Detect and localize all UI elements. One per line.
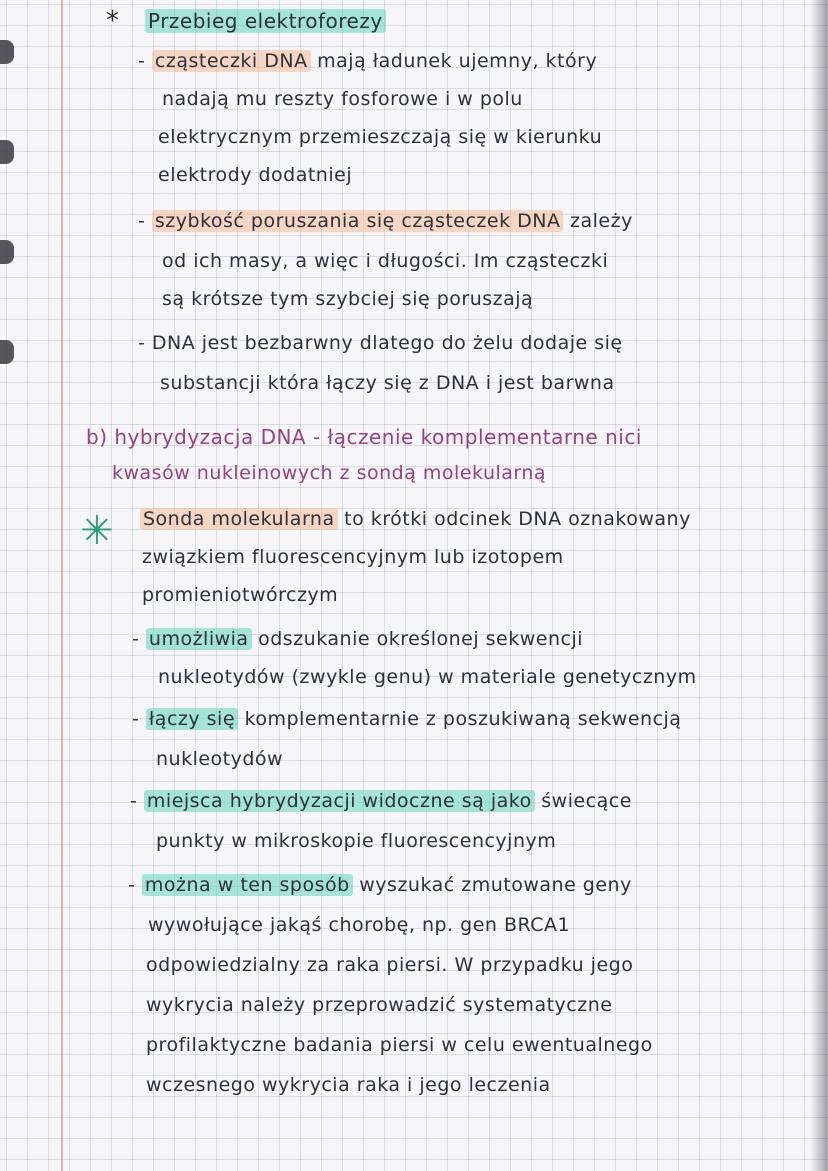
- binder-hole: [0, 140, 14, 164]
- dash-bullet: -: [128, 874, 142, 896]
- binder-hole: [0, 40, 14, 64]
- note-line: [146, 990, 612, 1020]
- star-bullet-icon: ✳: [80, 508, 114, 554]
- note-line: [140, 504, 691, 534]
- note-line: [142, 580, 338, 610]
- note-text: są krótsze tym szybciej się poruszają: [162, 288, 534, 310]
- note-text: promieniotwórczym: [142, 584, 339, 606]
- note-line: [156, 826, 556, 856]
- binder-hole: [0, 240, 14, 264]
- note-text: nukleotydów (zwykle genu) w materiale genetycznym: [158, 666, 697, 688]
- margin-line: [61, 0, 63, 1171]
- dash-bullet: -: [138, 210, 152, 232]
- note-text: elektrody dodatniej: [158, 164, 353, 186]
- note-line: [158, 122, 602, 152]
- note-text: nadają mu reszty fosforowe i w polu: [162, 88, 523, 110]
- note-line: [138, 46, 597, 76]
- highlighted-text: można w ten sposób: [142, 874, 353, 896]
- note-text: wykrycia należy przeprowadzić systematyczne: [146, 994, 613, 1016]
- note-line: [112, 458, 546, 488]
- note-line: [158, 662, 697, 692]
- note-line: [142, 542, 564, 572]
- note-text: wywołujące jakąś chorobę, np. gen BRCA1: [148, 914, 571, 936]
- note-line: [130, 786, 632, 816]
- highlighted-text: szybkość poruszania się cząsteczek DNA: [152, 210, 564, 232]
- dash-bullet: -: [130, 790, 144, 812]
- dash-bullet: -: [138, 50, 152, 72]
- note-line: [156, 744, 283, 774]
- note-text: od ich masy, a więc i długości. Im cząsteczki: [162, 250, 609, 272]
- note-text: mają ładunek ujemny, który: [310, 50, 598, 72]
- highlighted-text: Sonda molekularna: [140, 508, 338, 530]
- note-line: [132, 624, 583, 654]
- note-line: [162, 84, 523, 114]
- dash-bullet: -: [138, 332, 152, 354]
- note-text: b) hybrydyzacja DNA - łączenie komplementarne nici: [86, 425, 642, 449]
- note-line: [86, 422, 642, 452]
- note-text: odszukanie określonej sekwencji: [251, 628, 584, 650]
- highlighted-text: umożliwia: [146, 628, 252, 650]
- star-bullet-icon: *: [106, 6, 119, 36]
- note-text: zależy: [563, 210, 633, 232]
- note-text: związkiem fluorescencyjnym lub izotopem: [142, 546, 564, 568]
- highlighted-text: cząsteczki DNA: [152, 50, 311, 72]
- note-line: [138, 328, 623, 358]
- note-line: [132, 704, 681, 734]
- highlighted-text: Przebieg elektroforezy: [145, 9, 386, 33]
- dash-bullet: -: [132, 708, 146, 730]
- note-text: substancji która łączy się z DNA i jest barwna: [160, 372, 615, 394]
- note-text: elektrycznym przemieszczają się w kierunku: [158, 126, 603, 148]
- note-text: kwasów nukleinowych z sondą molekularną: [112, 462, 547, 484]
- note-line: [146, 1070, 551, 1100]
- note-line: [162, 246, 608, 276]
- note-line: [146, 950, 633, 980]
- note-line: [138, 206, 633, 236]
- dash-bullet: -: [132, 628, 146, 650]
- note-text: DNA jest bezbarwny dlatego do żelu dodaje się: [151, 332, 623, 354]
- note-text: profilaktyczne badania piersi w celu ewentualnego: [146, 1034, 653, 1056]
- note-text: komplementarnie z poszukiwaną sekwencją: [238, 708, 682, 730]
- highlighted-text: miejsca hybrydyzacji widoczne są jako: [144, 790, 535, 812]
- note-text: wyszukać zmutowane geny: [352, 874, 632, 896]
- note-line: [145, 6, 386, 36]
- note-text: punkty w mikroskopie fluorescencyjnym: [156, 830, 557, 852]
- note-text: to krótki odcinek DNA oznakowany: [337, 508, 691, 530]
- note-line: [148, 910, 570, 940]
- note-line: [158, 160, 352, 190]
- note-text: nukleotydów: [156, 748, 284, 770]
- note-line: [162, 284, 533, 314]
- note-text: wczesnego wykrycia raka i jego leczenia: [146, 1074, 551, 1096]
- note-line: [128, 870, 632, 900]
- binder-hole: [0, 340, 14, 364]
- note-line: [146, 1030, 653, 1060]
- note-line: [160, 368, 615, 398]
- note-text: świecące: [534, 790, 632, 812]
- page-edge-shadow: [810, 0, 828, 1171]
- note-text: odpowiedzialny za raka piersi. W przypadku jego: [146, 954, 634, 976]
- highlighted-text: łączy się: [146, 708, 238, 730]
